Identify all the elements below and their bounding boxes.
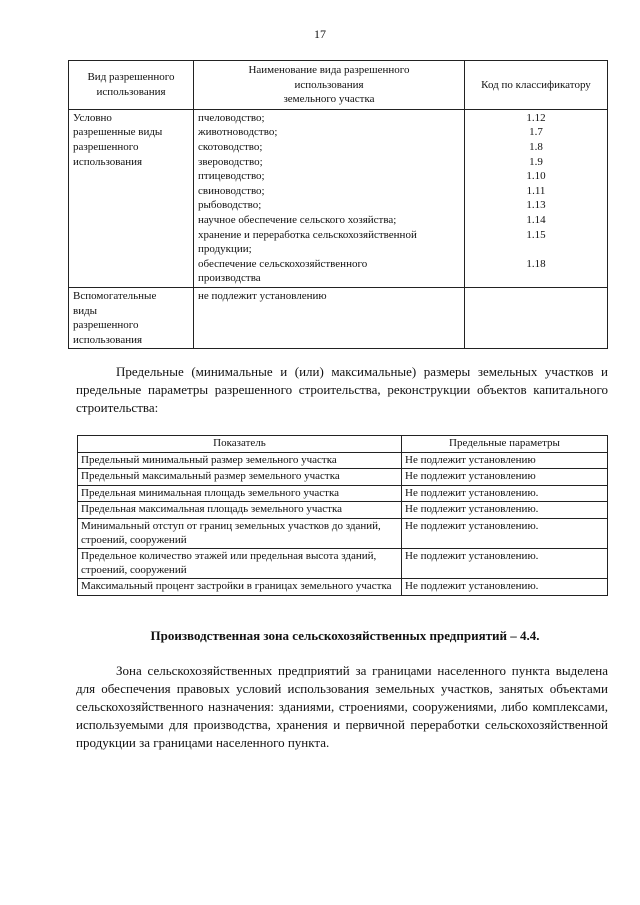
type-line: виды (73, 304, 98, 317)
value-cell: Не подлежит установлению. (402, 518, 608, 548)
header-line: использования (96, 85, 166, 98)
permitted-use-table (68, 60, 608, 349)
use-name: скотоводство; (198, 140, 263, 153)
indicator-cell: Предельная максимальная площадь земельного участка (78, 502, 402, 519)
zone-description-paragraph (76, 662, 608, 752)
paragraph-text: Предельные (минимальные и (или) максимальные) размеры земельных участков и предельные параметры разрешенного строительства, реконструкции объектов капитального строительства: (76, 364, 608, 415)
type-line: разрешенного (73, 140, 139, 153)
conditional-use-type-cell (69, 109, 194, 287)
limit-parameters-table (77, 435, 608, 596)
header-indicator: Показатель (78, 436, 402, 453)
use-code: 1.12 (526, 111, 546, 124)
header-line: Наименование вида разрешенного (248, 64, 410, 76)
header-line: Вид разрешенного (87, 71, 175, 84)
type-line: использования (73, 155, 143, 168)
type-line: разрешенные виды (73, 126, 163, 139)
use-code: 1.9 (529, 155, 543, 168)
value-cell: Не подлежит установлению. (402, 502, 608, 519)
type-line: разрешенного (73, 319, 139, 332)
auxiliary-use-type-cell (69, 287, 194, 348)
limits-intro-paragraph (76, 363, 608, 417)
use-name: птицеводство; (198, 170, 265, 183)
table-row (78, 518, 608, 548)
table-row (78, 549, 608, 579)
header-classifier-code: Код по классификатору (465, 61, 608, 110)
header-line: использования (294, 78, 364, 91)
use-codes-cell (465, 109, 608, 287)
table-header-row (78, 436, 608, 453)
use-code: 1.13 (526, 199, 546, 212)
table-row (78, 469, 608, 486)
value-cell: Не подлежит установлению. (402, 485, 608, 502)
table-row (78, 452, 608, 469)
header-line: земельного участка (283, 93, 375, 106)
use-name: пчеловодство; (198, 111, 265, 124)
use-name: животноводство; (198, 126, 278, 139)
type-line: Условно (73, 111, 112, 124)
use-name: обеспечение сельскохозяйственного (198, 257, 368, 270)
table-row-auxiliary-uses (69, 287, 608, 348)
table-header-row (69, 61, 608, 110)
use-name: производства (198, 272, 261, 285)
paragraph-text: Зона сельскохозяйственных предприятий за границами населенного пункта выделена для обеспечения правовых условий использования земельных участков, занятых объектами сельскохозяйственного назначения: зданиями, строениями, сооружениями, либо комплексами, используемыми для производства, хранения и первичной переработки сельскохозяйственной продукции за границами населенного пункта. (76, 663, 608, 750)
header-permitted-use-type (69, 61, 194, 110)
value-cell: Не подлежит установлению (402, 452, 608, 469)
type-line: Вспомогательные (73, 289, 157, 302)
indicator-cell: Предельный минимальный размер земельного участка (78, 452, 402, 469)
use-names-cell (194, 109, 465, 287)
use-name: звероводство; (198, 155, 263, 168)
use-name: рыбоводство; (198, 199, 262, 212)
use-code: 1.14 (526, 213, 546, 226)
indicator-cell: Предельная минимальная площадь земельного участка (78, 485, 402, 502)
indicator-cell: Максимальный процент застройки в границах земельного участка (78, 579, 402, 596)
section-heading: Производственная зона сельскохозяйственных предприятий – 4.4. (150, 628, 540, 643)
value-cell: Не подлежит установлению. (402, 549, 608, 579)
indicator-cell: Предельный максимальный размер земельного участка (78, 469, 402, 486)
use-name: продукции; (198, 243, 252, 256)
indicator-cell: Предельное количество этажей или предельная высота зданий, строений, сооружений (78, 549, 402, 579)
table-row (78, 485, 608, 502)
page-number: 17 (314, 27, 326, 41)
use-name: хранение и переработка сельскохозяйственной (198, 228, 417, 241)
use-name: научное обеспечение сельского хозяйства; (198, 213, 397, 226)
use-code: 1.18 (526, 257, 546, 270)
use-code: 1.15 (526, 228, 546, 241)
type-line: использования (73, 333, 143, 346)
spacer (469, 242, 603, 257)
use-code: 1.7 (529, 126, 543, 139)
header-limit-parameters: Предельные параметры (402, 436, 608, 453)
auxiliary-use-value: не подлежит установлению (194, 287, 465, 348)
header-use-name (194, 61, 465, 110)
use-name: свиноводство; (198, 184, 265, 197)
indicator-cell: Минимальный отступ от границ земельных участков до зданий, строений, сооружений (78, 518, 402, 548)
auxiliary-use-code (465, 287, 608, 348)
value-cell: Не подлежит установлению (402, 469, 608, 486)
table-row (78, 502, 608, 519)
use-code: 1.8 (529, 140, 543, 153)
use-code: 1.10 (526, 170, 546, 183)
table-row (78, 579, 608, 596)
use-code: 1.11 (526, 184, 546, 197)
value-cell: Не подлежит установлению. (402, 579, 608, 596)
table-row-conditional-uses (69, 109, 608, 287)
